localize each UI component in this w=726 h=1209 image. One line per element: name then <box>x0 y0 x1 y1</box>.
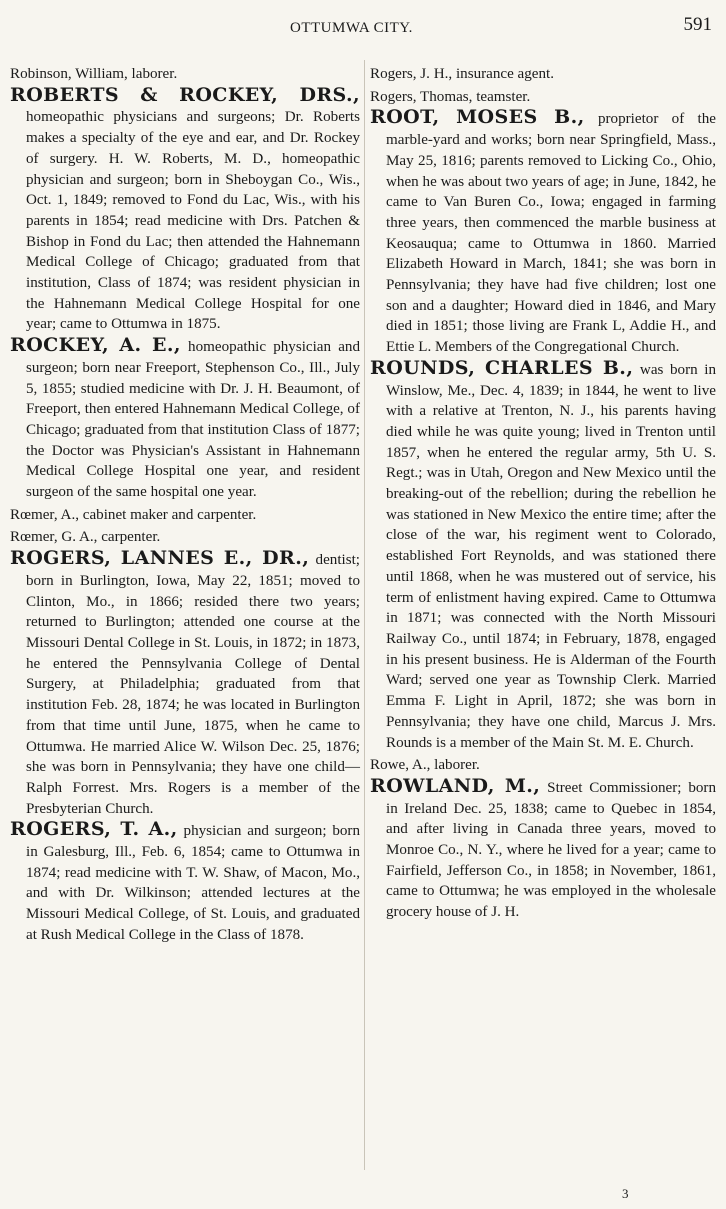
column-divider <box>364 60 365 1170</box>
left-column <box>10 62 360 946</box>
entry-name: ROUNDS, CHARLES B., <box>370 356 634 379</box>
signature-mark: 3 <box>622 1186 629 1201</box>
entry-text: dentist; born in Burlington, Iowa, May 22, 1851; moved to Clinton, Mo., in 1866; resided there two years; returned to Burlington; attended one course at the Missouri Dental College in St. Louis, in 1872; in 1873, he entered the Pennsylvania College of Dental Surgery, at Philadelphia; graduated from that institution Feb. 28, 1874; he was located in Burlington from that time until June, 1875, when he came to Ottumwa. He married Alice W. Wilson Dec. 25, 1876; she was born in Pennsylvania; they have one child—Ralph Forrest. Mrs. Rogers is a member of the Presbyterian Church. <box>26 552 360 817</box>
entry-name: ROCKEY, A. E., <box>10 334 181 357</box>
directory-entry: Robinson, William, laborer. <box>10 66 178 82</box>
entry-text: physician and surgeon; born in Galesburg, Ill., Feb. 6, 1854; came to Ottumwa in 1874; read medicine with T. W. Shaw, of Macon, Mo., and with Dr. Wilkinson; attended lectures at the Missouri Medical College, of St. Louis, and graduated at Rush Medical College in the Class of 1878. <box>26 823 360 943</box>
entry-name: ROOT, MOSES B., <box>370 106 585 129</box>
directory-entry <box>370 107 716 357</box>
directory-entry: Rogers, J. H., insurance agent. <box>370 66 555 82</box>
page-number: 591 <box>683 14 712 35</box>
entry-text: homeopathic physicians and surgeons; Dr. Roberts makes a specialty of the eye and ear, and Dr. Rockey of surgery. H. W. Roberts, M. D., homeopathic physician and surgeon; born in Sheboygan Co., Wis., Oct. 1, 1849; removed to Fond du Lac, Wis., with his parents in 1854; read medicine with Drs. Patchen & Bishop in Fond du Lac; then attended the Hahnemann Medical College of Chicago; graduated from that institution, Class of 1874; was resident physician in the Hahnemann Medical College Hospital for one year; came to Ottumwa in 1875. <box>26 109 360 333</box>
entry-name: ROBERTS & ROCKEY, DRS., <box>10 83 360 106</box>
directory-entry <box>10 819 360 945</box>
directory-entry: Rogers, Thomas, teamster. <box>370 88 531 105</box>
entry-name: ROGERS, T. A., <box>10 818 178 841</box>
entry-name: ROGERS, LANNES E., DR., <box>10 547 310 570</box>
entry-text: Street Commissioner; born in Ireland Dec. 25, 1838; came to Quebec in 1854, and after living in Canada three years, moved to Monroe Co., N. Y., where he lived for a year; came to Fairfield, Jefferson Co., in 1858; in November, 1861, came to Ottumwa; he was employed in the wholesale grocery house of J. H. <box>386 779 716 921</box>
directory-entry: Rœmer, G. A., carpenter. <box>10 529 161 546</box>
page-header <box>0 14 726 42</box>
directory-entry <box>370 776 716 923</box>
entry-name: ROWLAND, M., <box>370 774 541 797</box>
directory-entry: Rœmer, A., cabinet maker and carpenter. <box>10 506 257 523</box>
directory-entry <box>370 358 716 753</box>
running-title: OTTUMWA CITY. <box>290 20 413 36</box>
directory-entry <box>10 85 360 335</box>
entry-text: was born in Winslow, Me., Dec. 4, 1839; in 1844, he went to live with a relative at Trenton, N. J., his parents having died while he was quite young; lived in Trenton until 1857, when he entered the regular army, 5th U. S. Regt.; was in Utah, Oregon and New Mexico until the breaking-out of the rebellion; during the rebellion he was stationed in New Mexico the entire time; after the close of the war, his regiment went to Colorado, established Fort Reynolds, and was stationed there until 1868, when he was mustered out of service, his term of enlistment having expired. Came to Ottumwa in 1871; was connected with the North Missouri Railway Co., until 1874; in February, 1878, engaged in his present business. He is Alderman of the Fourth Ward; served one year as Township Clerk. Married Emma F. Light in April, 1872; she was born in Pennsylvania; they have one child, Marcus J. Mrs. Rounds is a member of the Main St. M. E. Church. <box>386 361 717 751</box>
entry-text: homeopathic physician and surgeon; born near Freeport, Stephenson Co., Ill., July 5, 1855; studied medicine with Dr. J. H. Beaumont, of Freeport, then entered Hahnemann Medical College, of Chicago; graduated from that institution Class of 1877; the Doctor was Physician's Assistant in Hahnemann Medical College Hospital one year, and resident surgeon of the same hospital one year. <box>26 339 361 501</box>
right-column <box>370 62 716 923</box>
directory-entry <box>10 548 360 819</box>
entry-text: proprietor of the marble-yard and works; born near Springfield, Mass., May 25, 1816; parents removed to Licking Co., Ohio, when he was about two years of age; in June, 1842, he came to Van Buren Co., Iowa; engaged in farming three years, then commenced the marble business at Keosauqua; came to Ottumwa in 1860. Married Elizabeth Howard in March, 1841; she was born in Pennsylvania; they have had five children; lost one son and a daughter; Howard died in 1846, and Mary died in 1851; those living are Frank L, Addie H., and Ettie L. Members of the Congregational Church. <box>386 111 716 356</box>
directory-entry: Rowe, A., laborer. <box>370 757 480 774</box>
directory-entry <box>10 335 360 503</box>
